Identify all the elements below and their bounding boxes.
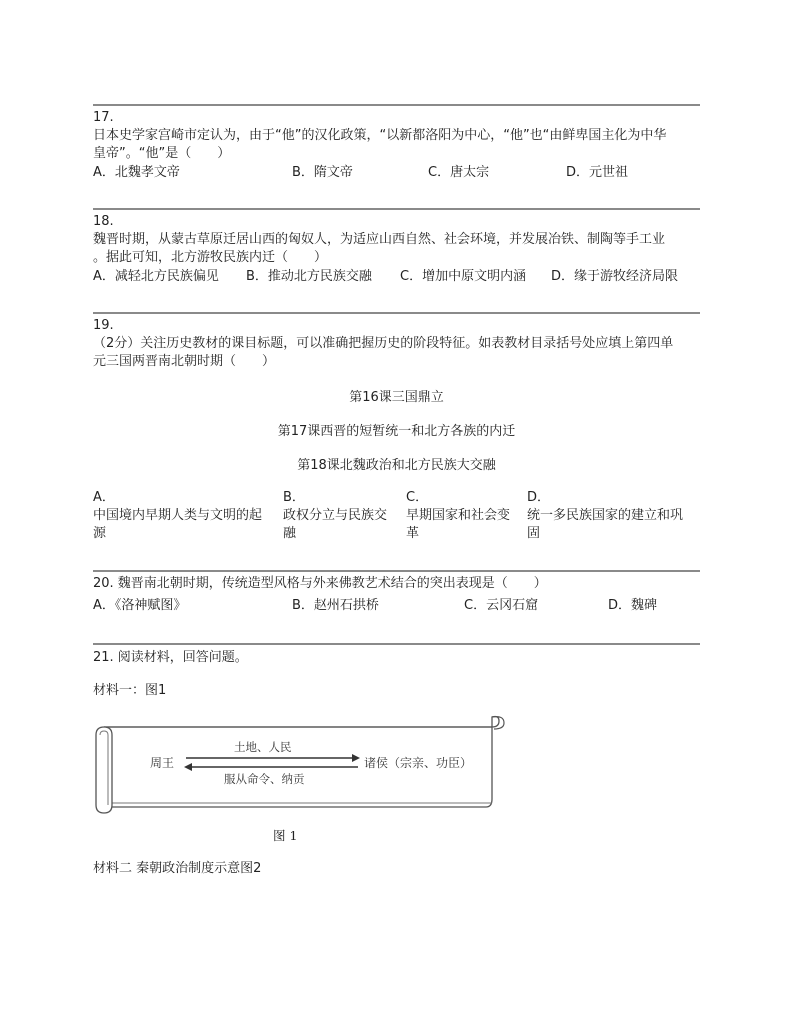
q20-option-c[interactable]: C．云冈石窟 (464, 598, 539, 613)
q19-option-a-letter: A． (93, 490, 115, 505)
q20-option-b[interactable]: B．赵州石拱桥 (292, 598, 379, 613)
q19-option-c[interactable] (406, 489, 524, 543)
q19-option-c-line2: 革 (406, 526, 420, 541)
figure-bottom-arrow-label: 服从命令、纳贡 (224, 772, 305, 786)
q19-stem-line1: （2分）关注历史教材的课目标题，可以准确把握历史的阶段特征。如表教材目录括号处应填上第四单 (93, 336, 674, 351)
q17-option-c[interactable]: C．唐太宗 (428, 165, 490, 180)
figure-top-arrow-label: 土地、人民 (234, 740, 292, 754)
q19-option-d-line2: 固 (527, 526, 541, 541)
figure-right-label: 诸侯（宗亲、功臣） (364, 756, 473, 770)
material-2-label: 材料二 秦朝政治制度示意图2 (93, 861, 262, 876)
q19-option-d[interactable] (527, 489, 702, 543)
divider (93, 312, 700, 314)
q18-option-d[interactable]: D．缘于游牧经济局限 (551, 269, 679, 284)
q17-option-d[interactable]: D．元世祖 (566, 165, 629, 180)
q17-stem-line1: 日本史学家宫崎市定认为，由于“他”的汉化政策，“以新都洛阳为中心，“他”也“由鲜卑国主化为中华 (93, 128, 667, 143)
q17-option-a[interactable]: A．北魏孝文帝 (93, 165, 180, 180)
q17-number: 17. (93, 110, 114, 125)
q19-option-a[interactable] (93, 489, 278, 543)
divider (93, 208, 700, 210)
q18-stem-line2: 。据此可知，北方游牧民族内迁（ ） (93, 250, 328, 265)
q18-stem-line1: 魏晋时期，从蒙古草原迁居山西的匈奴人，为适应山西自然、社会环境，并发展冶铁、制陶等手工业 (93, 232, 666, 247)
q19-option-b-letter: B． (283, 490, 305, 505)
divider (93, 570, 700, 572)
q20-option-a[interactable]: A．《洛神赋图》 (93, 598, 187, 613)
q18-number: 18. (93, 214, 114, 229)
figure-left-label: 周王 (150, 756, 175, 770)
q20-stem: 20. 魏晋南北朝时期，传统造型风格与外来佛教艺术结合的突出表现是（ ） (93, 576, 547, 591)
q21-stem: 21. 阅读材料，回答问题。 (93, 650, 248, 665)
q19-option-b[interactable] (283, 489, 401, 543)
q19-option-a-line2: 源 (93, 526, 107, 541)
q19-lesson-18: 第18课北魏政治和北方民族大交融 (297, 458, 496, 473)
q19-option-d-letter: D． (527, 490, 551, 505)
q19-option-a-line1: 中国境内早期人类与文明的起 (93, 508, 263, 523)
divider (93, 104, 700, 106)
q19-option-c-letter: C． (406, 490, 429, 505)
q17-option-b[interactable]: B．隋文帝 (292, 165, 353, 180)
q19-stem-line2: 元三国两晋南北朝时期（ ） (93, 354, 276, 369)
q18-option-a[interactable]: A．减轻北方民族偏见 (93, 269, 219, 284)
q20-option-d[interactable]: D．魏碑 (608, 598, 658, 613)
q18-option-b[interactable]: B．推动北方民族交融 (246, 269, 372, 284)
q19-option-d-line1: 统一多民族国家的建立和巩 (527, 508, 684, 523)
q19-lesson-17: 第17课西晋的短暂统一和北方各族的内迁 (277, 424, 516, 439)
q19-number: 19. (93, 318, 114, 333)
q18-option-c[interactable]: C．增加中原文明内涵 (400, 269, 527, 284)
q19-option-b-line2: 融 (283, 526, 297, 541)
figure-1-scroll (94, 713, 506, 815)
divider (93, 643, 700, 645)
q19-option-c-line1: 早期国家和社会变 (406, 508, 511, 523)
figure-1-caption: 图 1 (273, 828, 298, 843)
q19-option-b-line1: 政权分立与民族交 (283, 508, 388, 523)
scroll-roll (96, 727, 112, 813)
material-1-label: 材料一：图1 (93, 683, 167, 698)
q17-stem-line2: 皇帝”。“他”是（ ） (93, 146, 231, 161)
q19-lesson-16: 第16课三国鼎立 (349, 390, 444, 405)
